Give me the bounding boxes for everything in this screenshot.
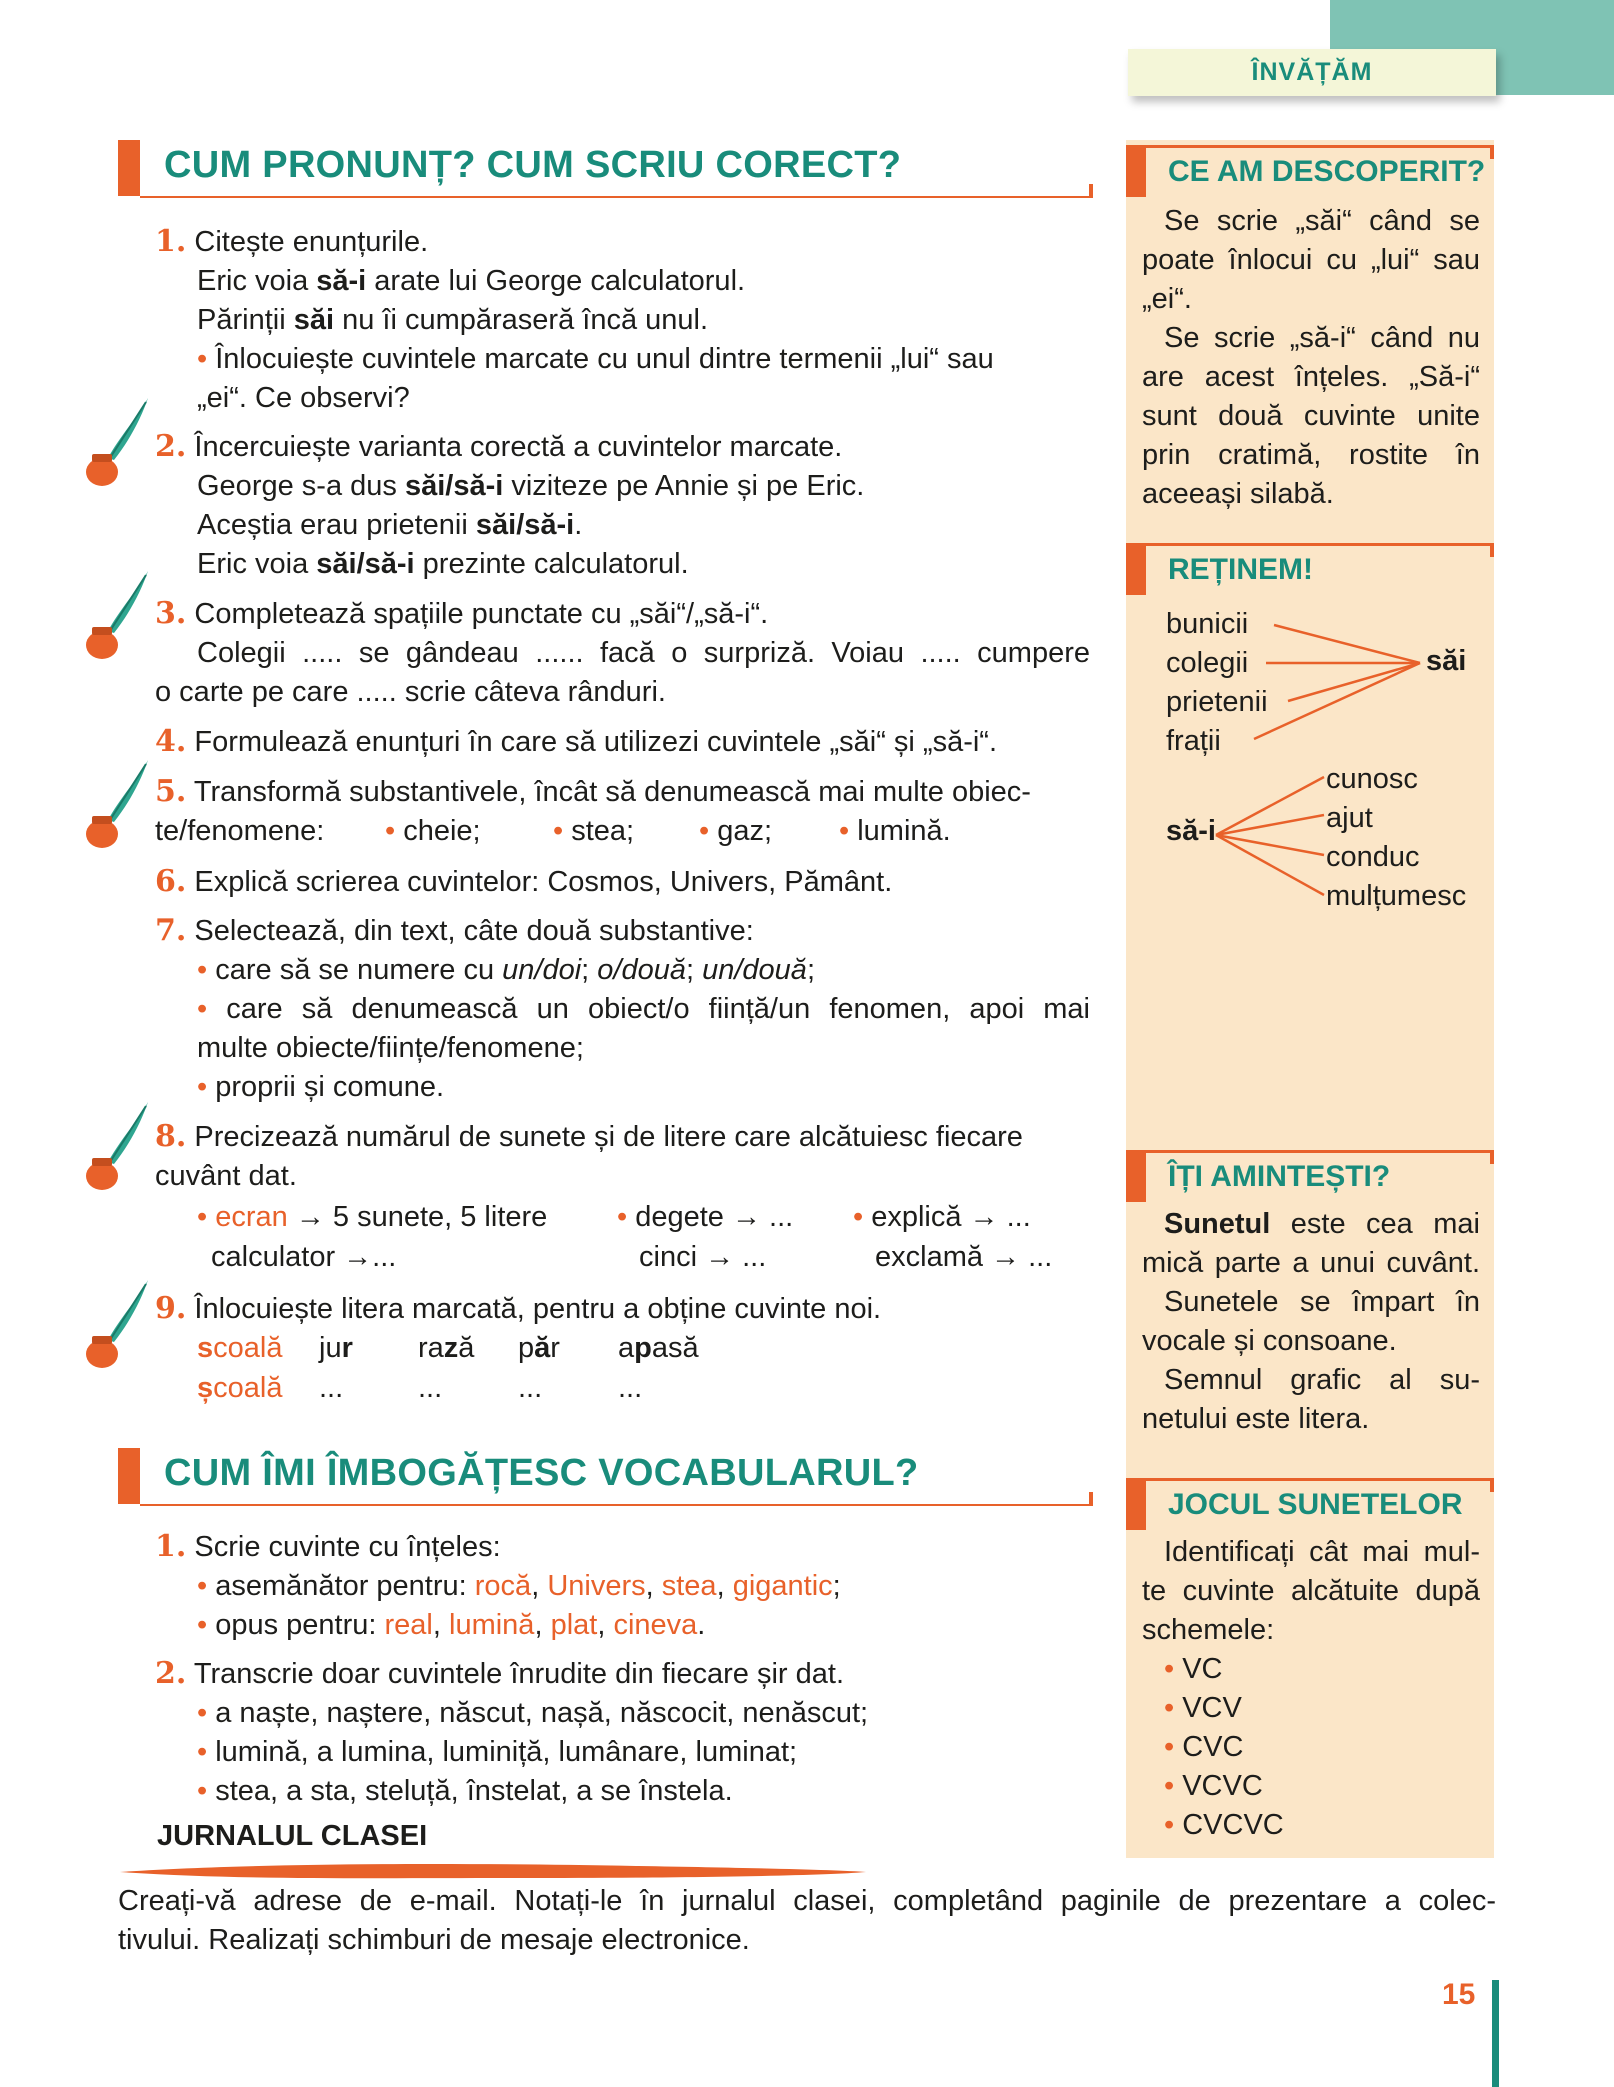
instruction: Citește enunțurile.	[194, 226, 429, 258]
game-text: Identificați cât mai mul- te cuvinte alcătuite după schemele: • VC • VCV • CVC • VCVC • CVCVC	[1142, 1536, 1480, 1841]
exercise-4	[155, 722, 1090, 762]
exercise-5: 5. Transformă substantivele, încât să denumească mai multe obiec- te/fenomene: • cheie; • stea; • gaz; • lumină.	[155, 774, 1031, 847]
instruction-line: „ei“. Ce observi?	[197, 382, 410, 414]
marked-word: săi	[293, 304, 335, 336]
retinem-diagram: bunicii colegii prietenii frații săi să-i cunosc ajut conduc mulțumesc	[1166, 608, 1467, 912]
page-number: 15	[1442, 1978, 1476, 2011]
exercise-number: 3.	[155, 596, 187, 631]
remember-text: Sunetul este cea mai mică parte a unui cuvânt. Sunetele se împart în vocale și consoane. Semnul grafic al su- netului este litera.	[1142, 1208, 1480, 1435]
fill-in-line: o carte pe care ..... scrie câteva rânduri.	[155, 676, 666, 708]
journal-title: JURNALUL CLASEI	[157, 1820, 428, 1852]
vocab-exercise-1: 1. Scrie cuvinte cu înțeles: • asemănător pentru: rocă, Univers, stea, gigantic; • opus pentru: real, lumină, plat, cineva.	[155, 1529, 841, 1641]
section-bar	[118, 1448, 140, 1504]
vocab-exercise-2: 2. Transcrie doar cuvintele înrudite din fiecare șir dat. • a naște, naștere, născut, nașă, născocit, nenăscut; • lumină, a lumina, luminiță, lumânare, luminat; • stea, a sta, steluță, înstelat, a se înstela.	[155, 1656, 869, 1807]
instruction: Explică scrierea cuvintelor: Cosmos, Univers, Pământ.	[194, 866, 893, 898]
exercise-number: 8.	[155, 1119, 187, 1154]
section-title: CUM ÎMI ÎMBOGĂȚESC VOCABULARUL?	[164, 1452, 919, 1494]
quill-ink-icon	[80, 396, 150, 488]
exercise-number: 6.	[155, 864, 187, 899]
quill-ink-icon	[80, 569, 150, 661]
section-bar	[118, 140, 140, 196]
noun-word: lumină.	[857, 815, 951, 847]
exercise-6	[155, 862, 1090, 902]
exercise-number: 9.	[155, 1291, 187, 1326]
instruction: Transformă substantivele, încât să denumească mai multe obiec-	[193, 776, 1031, 808]
noun-word: gaz;	[717, 815, 773, 847]
sidebar-header-remember: ÎȚI AMINTEȘTI?	[1126, 1150, 1494, 1202]
quill-ink-icon	[80, 1278, 150, 1370]
exercise-number: 5.	[155, 774, 187, 809]
chapter-tab-label: ÎNVĂȚĂM	[1251, 58, 1373, 86]
instruction: Încercuiește varianta corectă a cuvintelor marcate.	[194, 431, 843, 463]
choice-word: săi/să-i	[475, 509, 575, 541]
sidebar-header-discover: CE AM DESCOPERIT?	[1126, 145, 1494, 197]
exercise-8: 8. Precizează numărul de sunete și de litere care alcătuiesc fiecare cuvânt dat. • ecran → 5 sunete, 5 litere calculator →... • degete → ... cinci → ... • explică → ... exclamă → ...	[155, 1119, 1053, 1273]
choice-word: săi/să-i	[316, 548, 415, 580]
sidebar-header-game: JOCUL SUNETELOR	[1126, 1478, 1494, 1530]
exercise-number: 1.	[155, 1529, 187, 1564]
instruction: Formulează enunțuri în care să utilizezi cuvintele „săi“ și „să-i“.	[194, 726, 998, 758]
choice-word: săi/să-i	[404, 470, 504, 502]
instruction: Transcrie doar cuvintele înrudite din fiecare șir dat.	[193, 1658, 844, 1690]
exercise-2: 2. Încercuiește varianta corectă a cuvintelor marcate. George s-a dus săi/să-i viziteze pe Annie și pe Eric. Aceștia erau prietenii săi/să-i. Eric voia săi/să-i prezinte calculatorul.	[155, 429, 865, 580]
quill-ink-icon	[80, 758, 150, 850]
section-title: CUM PRONUNȚ? CUM SCRIU CORECT?	[164, 144, 902, 186]
bullet: •	[197, 343, 208, 375]
instruction: Selectează, din text, câte două substantive:	[194, 915, 754, 947]
noun-word: cheie;	[403, 815, 481, 847]
exercise-number: 2.	[155, 429, 187, 464]
marked-word: să-i	[316, 265, 367, 297]
chapter-tab	[1128, 49, 1496, 96]
exercise-number: 2.	[155, 1656, 187, 1691]
instruction: Înlocuiește litera marcată, pentru a obține cuvinte noi.	[194, 1293, 882, 1325]
sidebar	[1126, 140, 1494, 1858]
section-header-pronunciation	[118, 140, 1093, 198]
section-tick	[1089, 1492, 1093, 1506]
section-header-vocabulary	[118, 1448, 1093, 1506]
exercise-7: 7. Selectează, din text, câte două substantive: • care să se numere cu un/doi; o/două; un/două; • care să denumească un obiect/o ființă/un fenomen, apoi mai multe obiecte/ființe/fenomene; • proprii și comune.	[155, 913, 1090, 1103]
exercise-number: 1.	[155, 224, 187, 259]
journal-text: Creați-vă adrese de e-mail. Notați-le în jurnalul clasei, completând paginile de prezentare a colec- tivului. Realizați schimburi de mesaje electronice.	[118, 1885, 1496, 1956]
exercise-9: 9. Înlocuiește litera marcată, pentru a obține cuvinte noi. scoală școală jur ... rază ... păr ... apasă ...	[155, 1291, 882, 1404]
discover-text: Se scrie „săi“ când se poate înlocui cu „lui“ sau „ei“. Se scrie „să-i“ când nu are acest înțeles. „Să-i“ sunt două cuvinte unite prin cratimă, rostite în aceeași silabă.	[1142, 205, 1480, 510]
sidebar-header-retinem: REȚINEM!	[1126, 543, 1494, 595]
noun-word: stea;	[571, 815, 635, 847]
exercise-1: 1. Citește enunțurile. Eric voia să-i arate lui George calculatorul. Părinții săi nu îi cumpăraseră încă unul. • Înlocuiește cuvintele marcate cu unul dintre termenii „lui“ sau „ei“. Ce observi?	[155, 222, 1090, 418]
instruction: Precizează numărul de sunete și de litere care alcătuiesc fiecare	[194, 1121, 1023, 1153]
journal-brush-stroke	[118, 1860, 868, 1882]
section-tick	[1089, 184, 1093, 198]
instruction: Scrie cuvinte cu înțeles:	[194, 1531, 501, 1563]
page-number-bar	[1492, 1980, 1499, 2087]
instruction: Completează spațiile punctate cu „săi“/„să-i“.	[194, 598, 769, 630]
exercise-number: 7.	[155, 913, 187, 948]
section-underline	[140, 196, 1093, 198]
quill-ink-icon	[80, 1100, 150, 1192]
section-underline	[140, 1504, 1093, 1506]
exercise-3	[155, 594, 1090, 712]
fill-in-line: Colegii ..... se gândeau ...... facă o surpriză. Voiau ..... cumpere	[197, 637, 1090, 669]
exercise-number: 4.	[155, 724, 187, 759]
